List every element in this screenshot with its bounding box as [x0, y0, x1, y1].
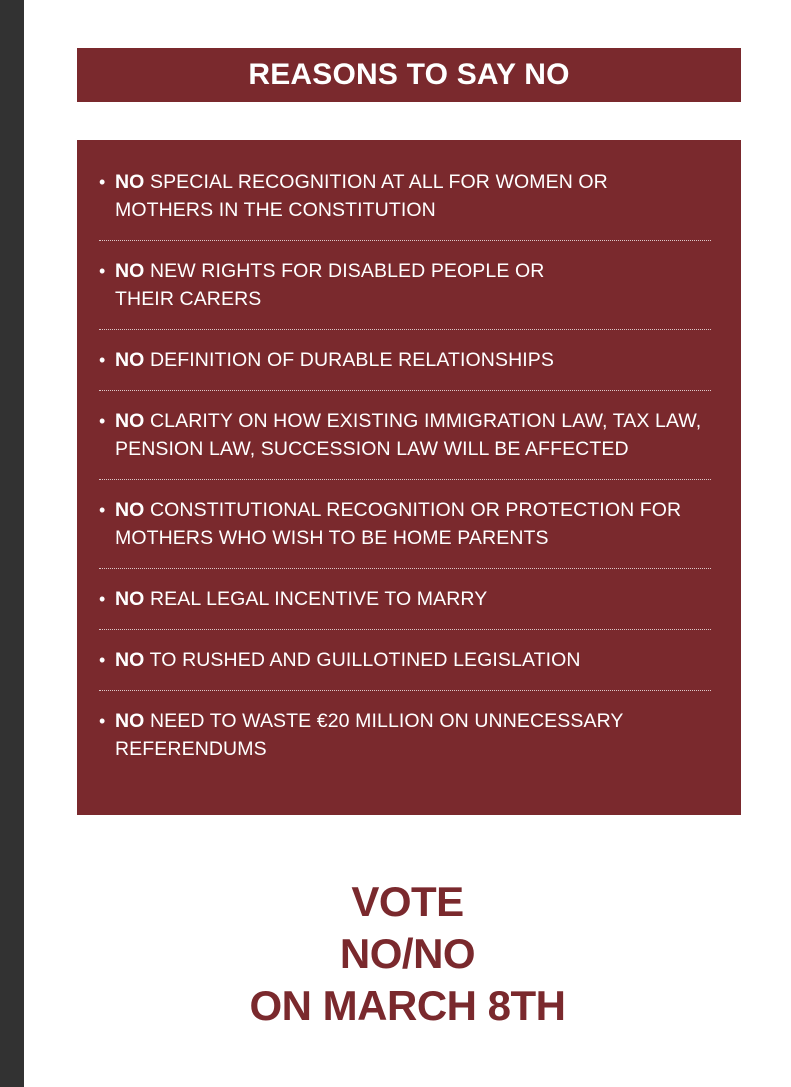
reason-item	[99, 407, 711, 480]
reason-lead: NO	[115, 710, 145, 732]
reason-list	[99, 168, 711, 779]
reason-body: CLARITY ON HOW EXISTING IMMIGRATION LAW, TAX LAW, PENSION LAW, SUCCESSION LAW WILL BE AFFECTED	[115, 410, 702, 460]
reason-text	[115, 346, 711, 374]
header-band	[77, 48, 741, 102]
bullet-icon: •	[99, 350, 106, 370]
reason-lead: NO	[115, 499, 145, 521]
bullet-icon: •	[99, 650, 106, 670]
cta-line-vote: VOTE	[351, 878, 464, 925]
reason-lead: NO	[115, 410, 145, 432]
reason-text	[115, 707, 711, 763]
reason-lead: NO	[115, 260, 145, 282]
reason-lead: NO	[115, 649, 145, 671]
viewer-left-edge	[0, 0, 24, 1087]
reason-text	[115, 585, 711, 613]
reasons-panel	[77, 140, 741, 815]
bullet-icon: •	[99, 589, 106, 609]
reason-item	[99, 168, 711, 241]
reason-text	[115, 168, 711, 224]
reason-text	[115, 407, 711, 463]
reason-item	[99, 346, 711, 391]
bullet-icon: •	[99, 711, 106, 731]
reason-text	[115, 257, 585, 313]
reason-body: NEED TO WASTE €20 MILLION ON UNNECESSARY REFERENDUMS	[115, 710, 624, 760]
reason-body: SPECIAL RECOGNITION AT ALL FOR WOMEN OR MOTHERS IN THE CONSTITUTION	[115, 171, 608, 221]
page-title: REASONS TO SAY NO	[248, 58, 570, 91]
reason-body: NEW RIGHTS FOR DISABLED PEOPLE OR THEIR CARERS	[115, 260, 545, 310]
reason-body: CONSTITUTIONAL RECOGNITION OR PROTECTION FOR MOTHERS WHO WISH TO BE HOME PARENTS	[115, 499, 682, 549]
vote-call-to-action	[24, 876, 791, 1032]
reason-body: TO RUSHED AND GUILLOTINED LEGISLATION	[144, 649, 581, 671]
reason-lead: NO	[115, 171, 145, 193]
bullet-icon: •	[99, 261, 106, 281]
reason-body: DEFINITION OF DURABLE RELATIONSHIPS	[144, 349, 555, 371]
reason-item	[99, 646, 711, 691]
reason-item	[99, 585, 711, 630]
bullet-icon: •	[99, 500, 106, 520]
reason-lead: NO	[115, 588, 145, 610]
reason-item	[99, 707, 711, 779]
bullet-icon: •	[99, 411, 106, 431]
cta-line-no-no: NO/NO	[339, 930, 476, 977]
reason-item	[99, 257, 711, 330]
reason-item	[99, 496, 711, 569]
reason-text	[115, 496, 711, 552]
reason-text	[115, 646, 711, 674]
bullet-icon: •	[99, 172, 106, 192]
reason-lead: NO	[115, 349, 145, 371]
reason-body: REAL LEGAL INCENTIVE TO MARRY	[144, 588, 488, 610]
cta-line-date: ON MARCH 8TH	[249, 982, 566, 1029]
